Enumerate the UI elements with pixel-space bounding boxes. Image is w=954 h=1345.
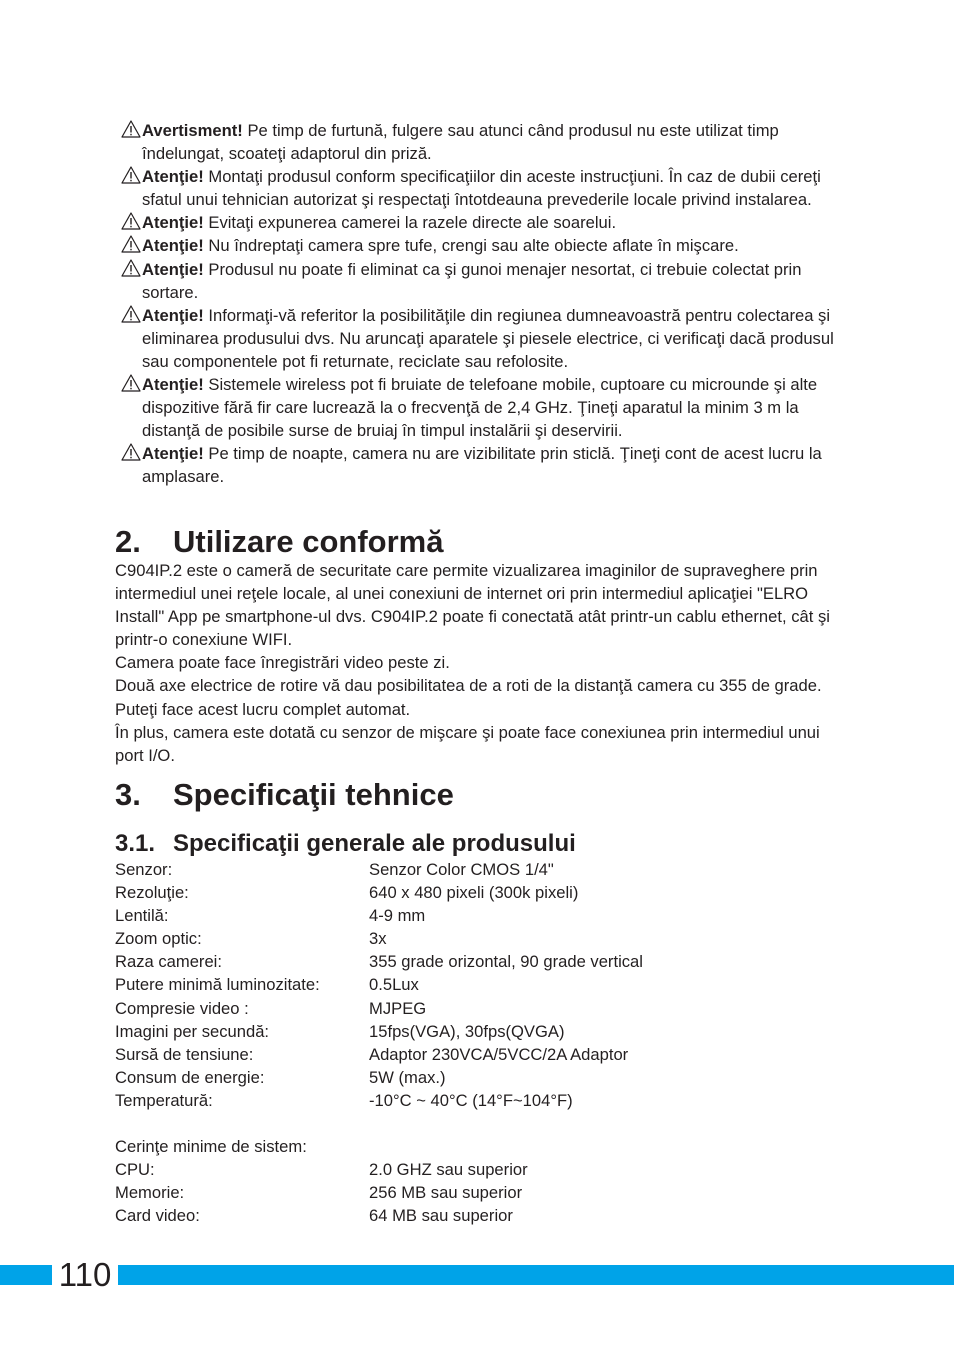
specs-table <box>115 858 835 1228</box>
system-requirements-title: Cerinţe minime de sistem: <box>115 1137 307 1157</box>
page-number: 110 <box>58 1256 112 1293</box>
section-3-heading <box>115 776 454 814</box>
warning-item <box>120 442 840 488</box>
warnings-list <box>120 119 840 489</box>
warning-label: Atenţie! <box>142 236 204 256</box>
section-2-number: 2. <box>115 524 141 559</box>
spec-label: CPU: <box>115 1160 155 1180</box>
spec-row <box>115 1043 835 1066</box>
spec-label: Memorie: <box>115 1183 185 1203</box>
spec-value: 4-9 mm <box>369 906 426 926</box>
spec-label: Lentilă: <box>115 906 169 926</box>
warning-item <box>120 258 840 304</box>
warning-label: Atenţie! <box>142 213 204 233</box>
warning-text: Nu îndreptaţi camera spre tufe, crengi sau alte obiecte aflate în mişcare. <box>203 236 739 256</box>
warning-triangle-icon <box>121 443 141 461</box>
spec-label: Zoom optic: <box>115 929 202 949</box>
warning-triangle-icon <box>121 374 141 392</box>
spec-value: 5W (max.) <box>369 1067 446 1087</box>
spec-row <box>115 973 835 996</box>
system-requirements-title-row <box>115 1135 835 1158</box>
spec-row <box>115 858 835 881</box>
spec-label: Putere minimă luminozitate: <box>115 975 320 995</box>
warning-text: Evitaţi expunerea camerei la razele directe ale soarelui. <box>203 213 617 233</box>
spec-value: 640 x 480 pixeli (300k pixeli) <box>369 883 579 903</box>
warning-label: Atenţie! <box>142 259 204 279</box>
warning-label: Atenţie! <box>142 305 204 325</box>
subsection-number: 3.1. <box>115 830 156 857</box>
warning-label: Atenţie! <box>142 444 204 464</box>
spec-label: Temperatură: <box>115 1090 213 1110</box>
spec-value: 3x <box>369 929 387 949</box>
spec-label: Imagini per secundă: <box>115 1021 270 1041</box>
spec-row <box>115 927 835 950</box>
warning-item <box>120 373 840 442</box>
spec-value: Adaptor 230VCA/5VCC/2A Adaptor <box>369 1044 629 1064</box>
section-3-number: 3. <box>115 777 141 812</box>
section-2-heading <box>115 523 443 561</box>
section-3-title: Specificaţii tehnice <box>173 777 454 812</box>
spec-row <box>115 904 835 927</box>
spec-label: Rezoluţie: <box>115 883 189 903</box>
paragraph: C904IP.2 este o cameră de securitate care permite vizualizarea imaginilor de supraveghere prin intermediul unei reţele locale, al unei conexiuni de internet ori prin intermediul aplicaţiei "ELRO Install" App pe smartphone-ul dvs. C904IP.2 poate fi conectată atât printr-un cablu ethernet, cât şi printr-o conexiune WIFI. <box>115 561 830 650</box>
warning-text: Montaţi produsul conform specificaţiilor din aceste instrucţiuni. În caz de dubii cereţi sfatul unui tehnician autorizat şi respectaţi întotdeauna prevederile locale privind instalarea. <box>142 167 821 210</box>
spec-row <box>115 1204 835 1227</box>
spec-row <box>115 1158 835 1181</box>
warning-text: Pe timp de furtună, fulgere sau atunci când produsul nu este utilizat timp îndelungat, scoateţi adaptorul din priză. <box>142 121 779 164</box>
spec-label: Consum de energie: <box>115 1067 265 1087</box>
subsection-3-1-heading <box>115 828 576 860</box>
spec-row <box>115 881 835 904</box>
warning-label: Atenţie! <box>142 375 204 395</box>
warning-item <box>120 165 840 211</box>
warning-triangle-icon <box>121 120 141 138</box>
warning-item <box>120 234 840 257</box>
warning-text: Produsul nu poate fi eliminat ca şi gunoi menajer nesortat, ci trebuie colectat prin sortare. <box>142 259 802 302</box>
spec-row <box>115 1089 835 1112</box>
warning-text: Pe timp de noapte, camera nu are vizibilitate prin sticlă. Ţineţi cont de acest lucru la amplasare. <box>142 444 822 487</box>
warning-text: Informaţi-vă referitor la posibilităţile din regiunea dumneavoastră pentru colectarea şi eliminarea produsului dvs. Nu aruncaţi aparatele şi piesele electrice, ci verificaţi dacă produsul sau componentele pot fi returnate, reciclate sau refolosite. <box>142 305 834 371</box>
paragraph: În plus, camera este dotată cu senzor de mişcare şi poate face conexiunea prin intermediul unui port I/O. <box>115 722 820 765</box>
spec-label: Senzor: <box>115 860 173 879</box>
warning-triangle-icon <box>121 166 141 184</box>
spacer <box>115 1112 835 1135</box>
spec-row <box>115 1181 835 1204</box>
subsection-title: Specificaţii generale ale produsului <box>173 830 576 857</box>
spec-label: Card video: <box>115 1206 200 1226</box>
warning-text: Sistemele wireless pot fi bruiate de telefoane mobile, cuptoare cu microunde şi alte dispozitive fără fir care lucrează la o frecvenţă de 2,4 GHz. Ţineţi aparatul la minim 3 m la distanţă de posibile surse de bruiaj în timpul instalării şi deservirii. <box>142 375 818 441</box>
footer-bar <box>0 1265 954 1285</box>
paragraph: Două axe electrice de rotire vă dau posibilitatea de a roti de la distanţă camera cu 355 de grade. Puteţi face acest lucru complet automat. <box>115 676 822 719</box>
section-2-body <box>115 559 840 767</box>
warning-label: Atenţie! <box>142 167 204 187</box>
warning-item <box>120 304 840 373</box>
warning-triangle-icon <box>121 212 141 230</box>
spec-value: Senzor Color CMOS 1/4" <box>369 860 554 879</box>
spec-row <box>115 997 835 1020</box>
spec-value: 2.0 GHZ sau superior <box>369 1160 528 1180</box>
spec-value: 64 MB sau superior <box>369 1206 513 1226</box>
warning-item <box>120 211 840 234</box>
paragraph: Camera poate face înregistrări video peste zi. <box>115 653 450 673</box>
spec-label: Compresie video : <box>115 998 249 1018</box>
spec-value: 0.5Lux <box>369 975 419 995</box>
warning-triangle-icon <box>121 235 141 253</box>
warning-triangle-icon <box>121 259 141 277</box>
warning-item <box>120 119 840 165</box>
section-2-title: Utilizare conformă <box>173 524 444 559</box>
spec-value: MJPEG <box>369 998 427 1018</box>
spec-row <box>115 1066 835 1089</box>
spec-row <box>115 950 835 973</box>
spec-label: Sursă de tensiune: <box>115 1044 254 1064</box>
spec-value: -10°C ~ 40°C (14°F~104°F) <box>369 1090 573 1110</box>
spec-label: Raza camerei: <box>115 952 222 972</box>
spec-value: 256 MB sau superior <box>369 1183 523 1203</box>
warning-label: Avertisment! <box>142 121 243 140</box>
spec-value: 15fps(VGA), 30fps(QVGA) <box>369 1021 565 1041</box>
spec-value: 355 grade orizontal, 90 grade vertical <box>369 952 643 972</box>
warning-triangle-icon <box>121 305 141 323</box>
spec-row <box>115 1020 835 1043</box>
